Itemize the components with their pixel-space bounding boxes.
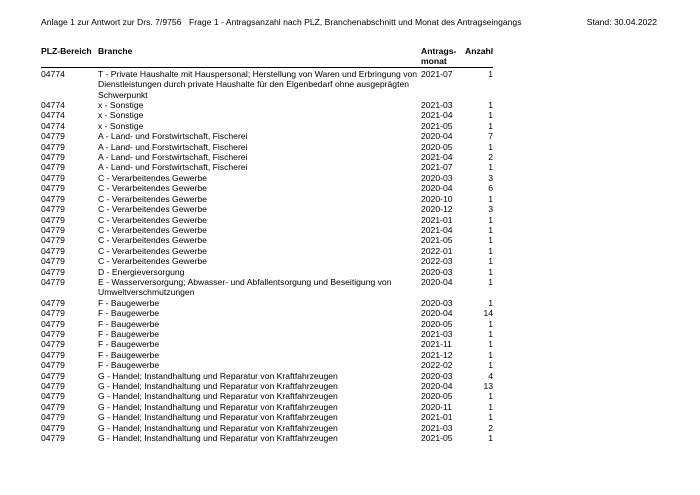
cell-branche: C - Verarbeitendes Gewerbe bbox=[98, 214, 207, 225]
cell-branche: C - Verarbeitendes Gewerbe bbox=[98, 245, 207, 256]
table-row bbox=[41, 173, 493, 183]
document-title: Frage 1 - Antragsanzahl nach PLZ, Branchenabschnitt und Monat des Antragseingangs bbox=[189, 17, 522, 27]
cell-plz: 04779 bbox=[41, 152, 65, 163]
cell-anzahl: 1 bbox=[488, 297, 493, 308]
cell-branche: C - Verarbeitendes Gewerbe bbox=[98, 256, 207, 267]
cell-anzahl: 1 bbox=[488, 162, 493, 173]
cell-monat: 2021-01 bbox=[421, 412, 453, 423]
cell-anzahl: 7 bbox=[488, 131, 493, 142]
cell-branche: G - Handel; Instandhaltung und Reparatur von Kraftfahrzeugen bbox=[98, 391, 338, 402]
cell-monat: 2020-04 bbox=[421, 276, 453, 287]
table-row bbox=[41, 267, 493, 277]
cell-plz: 04779 bbox=[41, 141, 65, 152]
table-row bbox=[41, 235, 493, 245]
cell-plz: 04779 bbox=[41, 349, 65, 360]
cell-plz: 04779 bbox=[41, 204, 65, 215]
cell-branche: G - Handel; Instandhaltung und Reparatur von Kraftfahrzeugen bbox=[98, 422, 338, 433]
cell-branche: A - Land- und Forstwirtschaft, Fischerei bbox=[98, 162, 248, 173]
cell-monat: 2021-05 bbox=[421, 235, 453, 246]
cell-anzahl: 1 bbox=[488, 328, 493, 339]
cell-plz: 04779 bbox=[41, 193, 65, 204]
cell-branche: G - Handel; Instandhaltung und Reparatur von Kraftfahrzeugen bbox=[98, 433, 338, 444]
cell-branche: E - Wasserversorgung; Abwasser- und Abfallentsorgung und Beseitigung von Umweltverschmutzungen bbox=[98, 276, 392, 298]
table-row bbox=[41, 256, 493, 266]
cell-anzahl: 1 bbox=[488, 120, 493, 131]
cell-monat: 2021-04 bbox=[421, 152, 453, 163]
cell-anzahl: 1 bbox=[488, 68, 493, 79]
cell-anzahl: 1 bbox=[488, 276, 493, 287]
cell-plz: 04779 bbox=[41, 224, 65, 235]
document-reference: Anlage 1 zur Antwort zur Drs. 7/9756 bbox=[41, 17, 182, 27]
cell-monat: 2020-04 bbox=[421, 308, 453, 319]
table-row bbox=[41, 433, 493, 443]
cell-monat: 2020-03 bbox=[421, 172, 453, 183]
cell-anzahl: 1 bbox=[488, 141, 493, 152]
cell-monat: 2021-01 bbox=[421, 214, 453, 225]
cell-monat: 2021-03 bbox=[421, 100, 453, 111]
table-row bbox=[41, 100, 493, 110]
table-row bbox=[41, 277, 493, 298]
cell-plz: 04779 bbox=[41, 412, 65, 423]
column-header-plz: PLZ-Bereich bbox=[41, 46, 98, 67]
cell-monat: 2020-03 bbox=[421, 266, 453, 277]
cell-plz: 04779 bbox=[41, 245, 65, 256]
cell-anzahl: 3 bbox=[488, 204, 493, 215]
cell-plz: 04774 bbox=[41, 120, 65, 131]
cell-plz: 04779 bbox=[41, 235, 65, 246]
cell-branche: F - Baugewerbe bbox=[98, 318, 160, 329]
cell-monat: 2021-05 bbox=[421, 120, 453, 131]
cell-monat: 2020-04 bbox=[421, 183, 453, 194]
cell-branche: C - Verarbeitendes Gewerbe bbox=[98, 235, 207, 246]
table-row bbox=[41, 194, 493, 204]
cell-plz: 04779 bbox=[41, 266, 65, 277]
table-row bbox=[41, 412, 493, 422]
table-row bbox=[41, 339, 493, 349]
table-header-row bbox=[41, 46, 493, 67]
cell-anzahl: 2 bbox=[488, 422, 493, 433]
table-row bbox=[41, 350, 493, 360]
cell-anzahl: 1 bbox=[488, 412, 493, 423]
cell-branche: G - Handel; Instandhaltung und Reparatur von Kraftfahrzeugen bbox=[98, 370, 338, 381]
column-header-monat: Antrags- monat bbox=[421, 46, 465, 67]
cell-monat: 2020-11 bbox=[421, 401, 452, 412]
table-row bbox=[41, 142, 493, 152]
table-row bbox=[41, 298, 493, 308]
table-row bbox=[41, 183, 493, 193]
cell-monat: 2021-03 bbox=[421, 422, 453, 433]
cell-anzahl: 1 bbox=[488, 349, 493, 360]
applications-table bbox=[41, 46, 493, 443]
cell-anzahl: 1 bbox=[488, 214, 493, 225]
cell-monat: 2021-03 bbox=[421, 328, 453, 339]
cell-monat: 2021-04 bbox=[421, 110, 453, 121]
table-row bbox=[41, 131, 493, 141]
cell-branche: F - Baugewerbe bbox=[98, 328, 160, 339]
cell-branche: A - Land- und Forstwirtschaft, Fischerei bbox=[98, 141, 248, 152]
table-row bbox=[41, 423, 493, 433]
cell-anzahl: 1 bbox=[488, 193, 493, 204]
cell-plz: 04779 bbox=[41, 172, 65, 183]
table-row bbox=[41, 152, 493, 162]
cell-plz: 04779 bbox=[41, 214, 65, 225]
table-row bbox=[41, 162, 493, 172]
cell-plz: 04779 bbox=[41, 131, 65, 142]
cell-branche: C - Verarbeitendes Gewerbe bbox=[98, 183, 207, 194]
cell-anzahl: 1 bbox=[488, 433, 493, 444]
cell-plz: 04779 bbox=[41, 401, 65, 412]
cell-branche: x - Sonstige bbox=[98, 120, 144, 131]
cell-monat: 2020-04 bbox=[421, 381, 453, 391]
cell-branche: F - Baugewerbe bbox=[98, 360, 160, 371]
cell-plz: 04779 bbox=[41, 308, 65, 319]
status-date: Stand: 30.04.2022 bbox=[586, 17, 657, 27]
cell-monat: 2021-12 bbox=[421, 349, 453, 360]
cell-monat: 2021-04 bbox=[421, 224, 453, 235]
cell-branche: F - Baugewerbe bbox=[98, 339, 160, 350]
cell-branche: G - Handel; Instandhaltung und Reparatur von Kraftfahrzeugen bbox=[98, 401, 338, 412]
cell-monat: 2022-02 bbox=[421, 360, 453, 371]
table-row bbox=[41, 121, 493, 131]
table-row bbox=[41, 360, 493, 370]
cell-plz: 04779 bbox=[41, 318, 65, 329]
cell-monat: 2021-11 bbox=[421, 339, 452, 350]
cell-branche: F - Baugewerbe bbox=[98, 297, 160, 308]
cell-branche: F - Baugewerbe bbox=[98, 349, 160, 360]
cell-plz: 04779 bbox=[41, 162, 65, 173]
cell-monat: 2020-05 bbox=[421, 141, 453, 152]
cell-plz: 04779 bbox=[41, 297, 65, 308]
cell-anzahl: 1 bbox=[488, 339, 493, 350]
cell-monat: 2020-05 bbox=[421, 391, 453, 402]
table-row bbox=[41, 381, 493, 391]
cell-anzahl: 1 bbox=[488, 266, 493, 277]
cell-plz: 04779 bbox=[41, 276, 65, 287]
cell-plz: 04779 bbox=[41, 370, 65, 381]
cell-branche: C - Verarbeitendes Gewerbe bbox=[98, 193, 207, 204]
table-row bbox=[41, 246, 493, 256]
cell-monat: 2020-10 bbox=[421, 193, 453, 204]
table-row bbox=[41, 391, 493, 401]
column-header-branche: Branche bbox=[98, 46, 421, 67]
cell-anzahl: 1 bbox=[488, 110, 493, 121]
cell-anzahl: 1 bbox=[488, 401, 493, 412]
cell-anzahl: 14 bbox=[483, 308, 493, 319]
cell-anzahl: 6 bbox=[488, 183, 493, 194]
cell-plz: 04779 bbox=[41, 339, 65, 350]
cell-anzahl: 1 bbox=[488, 318, 493, 329]
table-row bbox=[41, 225, 493, 235]
cell-monat: 2021-05 bbox=[421, 433, 453, 444]
cell-branche: G - Handel; Instandhaltung und Reparatur von Kraftfahrzeugen bbox=[98, 412, 338, 423]
cell-branche: x - Sonstige bbox=[98, 110, 144, 121]
cell-anzahl: 1 bbox=[488, 360, 493, 371]
cell-monat: 2022-01 bbox=[421, 245, 453, 256]
table-row bbox=[41, 319, 493, 329]
table-row bbox=[41, 67, 493, 100]
cell-monat: 2021-07 bbox=[421, 162, 453, 173]
cell-anzahl: 13 bbox=[483, 381, 493, 391]
cell-branche: F - Baugewerbe bbox=[98, 308, 160, 319]
column-header-anzahl: Anzahl bbox=[465, 46, 493, 67]
cell-anzahl: 1 bbox=[488, 100, 493, 111]
cell-anzahl: 4 bbox=[488, 370, 493, 381]
cell-monat: 2020-03 bbox=[421, 370, 453, 381]
cell-branche: C - Verarbeitendes Gewerbe bbox=[98, 172, 207, 183]
cell-plz: 04779 bbox=[41, 422, 65, 433]
cell-anzahl: 1 bbox=[488, 224, 493, 235]
cell-monat: 2020-12 bbox=[421, 204, 453, 215]
cell-monat: 2022-03 bbox=[421, 256, 453, 267]
cell-branche: x - Sonstige bbox=[98, 100, 144, 111]
cell-monat: 2020-05 bbox=[421, 318, 453, 329]
cell-plz: 04774 bbox=[41, 100, 65, 111]
table-row bbox=[41, 308, 493, 318]
cell-monat: 2021-07 bbox=[421, 68, 453, 79]
cell-plz: 04779 bbox=[41, 381, 65, 391]
cell-plz: 04779 bbox=[41, 328, 65, 339]
table-row bbox=[41, 215, 493, 225]
cell-branche: T - Private Haushalte mit Hauspersonal; Herstellung von Waren und Erbringung von Dienstleistungen durch private Haushalte für den Eigenbedarf ohne ausgeprägten Schwerpunkt bbox=[98, 68, 418, 100]
cell-branche: G - Handel; Instandhaltung und Reparatur von Kraftfahrzeugen bbox=[98, 381, 338, 391]
cell-plz: 04779 bbox=[41, 433, 65, 444]
cell-monat: 2020-04 bbox=[421, 131, 453, 142]
cell-anzahl: 3 bbox=[488, 172, 493, 183]
cell-anzahl: 1 bbox=[488, 256, 493, 267]
cell-plz: 04779 bbox=[41, 360, 65, 371]
table-row bbox=[41, 110, 493, 120]
table-row bbox=[41, 371, 493, 381]
cell-plz: 04774 bbox=[41, 68, 65, 79]
cell-anzahl: 1 bbox=[488, 245, 493, 256]
cell-anzahl: 1 bbox=[488, 391, 493, 402]
cell-plz: 04774 bbox=[41, 110, 65, 121]
cell-plz: 04779 bbox=[41, 391, 65, 402]
cell-plz: 04779 bbox=[41, 256, 65, 267]
table-row bbox=[41, 204, 493, 214]
cell-anzahl: 2 bbox=[488, 152, 493, 163]
table-body bbox=[41, 67, 493, 443]
cell-monat: 2020-03 bbox=[421, 297, 453, 308]
table-row bbox=[41, 329, 493, 339]
cell-branche: C - Verarbeitendes Gewerbe bbox=[98, 204, 207, 215]
cell-branche: A - Land- und Forstwirtschaft, Fischerei bbox=[98, 131, 248, 142]
cell-branche: C - Verarbeitendes Gewerbe bbox=[98, 224, 207, 235]
cell-branche: A - Land- und Forstwirtschaft, Fischerei bbox=[98, 152, 248, 163]
cell-branche: D - Energieversorgung bbox=[98, 266, 185, 277]
table-row bbox=[41, 402, 493, 412]
cell-anzahl: 1 bbox=[488, 235, 493, 246]
cell-plz: 04779 bbox=[41, 183, 65, 194]
